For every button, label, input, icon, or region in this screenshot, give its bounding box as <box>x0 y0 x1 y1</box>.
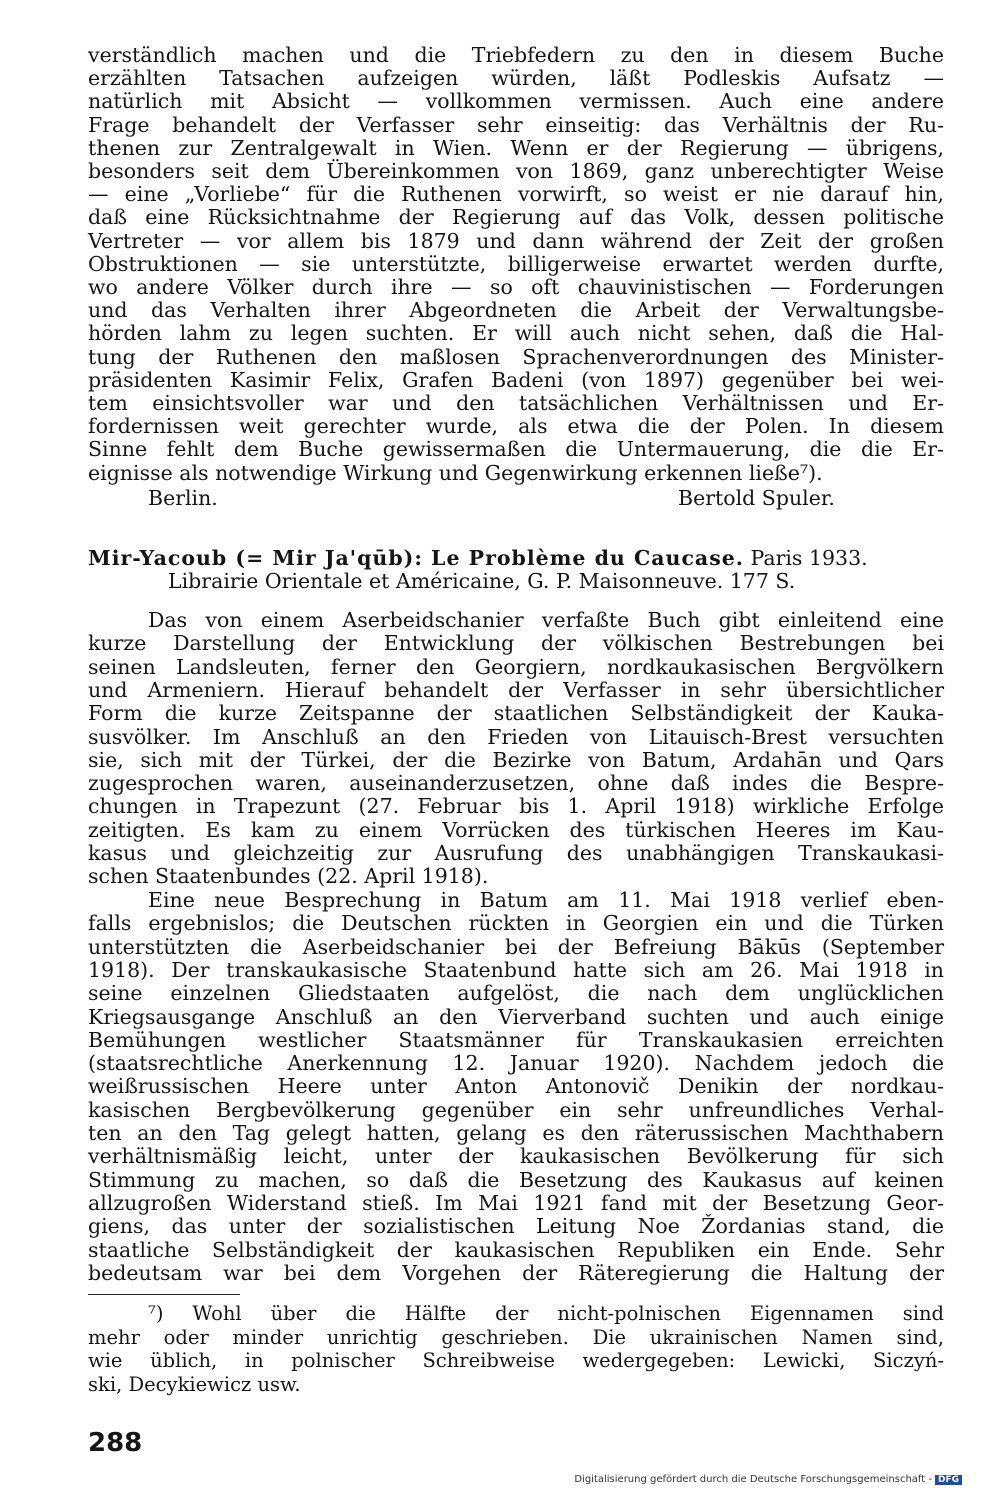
body-line: daß eine Rücksichtnahme der Regierung auf das Volk, dessen politische <box>88 205 944 230</box>
body-line: Vertreter — vor allem bis 1879 und dann während der Zeit der großen <box>88 228 944 253</box>
body-line: hörden lahm zu legen suchten. Er will auch nicht sehen, daß die Hal- <box>88 321 944 346</box>
body-line: falls ergebnislos; die Deutschen rückten in Georgien ein und die Türken <box>88 911 944 936</box>
footnote-line: mehr oder minder unrichtig geschrieben. Die ukrainischen Namen sind, <box>88 1325 944 1349</box>
body-line: Frage behandelt der Verfasser sehr einseitig: das Verhältnis der Ru- <box>88 112 944 137</box>
body-line: seinen Landsleuten, ferner den Georgiern, nordkaukasischen Bergvölkern <box>88 654 944 679</box>
body-line: eignisse als notwendige Wirkung und Gegenwirkung erkennen ließe⁷). <box>88 460 823 485</box>
body-line: Stimmung zu machen, so daß die Besetzung des Kaukasus auf keinen <box>88 1167 944 1192</box>
body-line: besonders seit dem Übereinkommen von 1869, ganz unberechtigter Weise <box>88 159 944 183</box>
body-line: Sinne fehlt dem Buche gewissermaßen die Untermauerung, die die Er- <box>88 437 944 462</box>
body-line: kasus und gleichzeitig zur Ausrufung des unabhängigen Transkaukasi- <box>88 841 944 865</box>
body-line: präsidenten Kasimir Felix, Grafen Badeni (von 1897) gegenüber bei wei- <box>88 367 944 392</box>
review-2-heading <box>88 547 944 570</box>
body-line: tung der Ruthenen den maßlosen Sprachenverordnungen des Minister- <box>88 344 944 369</box>
body-line: staatliche Selbständigkeit der kaukasischen Republiken ein Ende. Sehr <box>88 1237 944 1262</box>
review-2-heading-publisher: Librairie Orientale et Américaine, G. P. Maisonneuve. 177 S. <box>168 569 796 593</box>
body-line: sie, sich mit der Türkei, der die Bezirke von Batum, Ardahān und Qars <box>88 747 944 772</box>
footnote-line: ski, Decykiewicz usw. <box>88 1372 301 1396</box>
body-line: chungen in Trapezunt (27. Februar bis 1. April 1918) wirkliche Erfolge <box>88 794 944 819</box>
body-line: — eine „Vorliebe“ für die Ruthenen vorwirft, so weist er nie darauf hin, <box>88 182 944 207</box>
body-line: zeitigten. Es kam zu einem Vorrücken des türkischen Heeres im Kau- <box>88 817 944 842</box>
body-line: fordernissen weit gerechter wurde, als etwa die der Polen. In diesem <box>88 414 944 439</box>
body-line: susvölker. Im Anschluß an den Frieden von Litauisch-Brest versuchten <box>88 724 944 749</box>
review-1-place: Berlin. <box>148 486 218 510</box>
body-line: erzählten Tatsachen aufzeigen würden, läßt Podleskis Aufsatz — <box>88 66 944 91</box>
body-line: wo andere Völker durch ihre — so oft chauvinistischen — Forderungen <box>88 275 944 299</box>
body-line: ten an den Tag gelegt hatten, gelang es den räterussischen Machthabern <box>88 1121 944 1145</box>
dfg-logo: DFG <box>935 1475 962 1485</box>
body-line: und Armeniern. Hierauf behandelt der Verfasser in sehr übersichtlicher <box>88 677 944 702</box>
footnote-rule <box>88 1294 240 1295</box>
body-line: Obstruktionen — sie unterstützte, billigerweise erwartet werden durfte, <box>88 251 944 276</box>
body-line: thenen zur Zentralgewalt in Wien. Wenn er der Regierung — übrigens, <box>88 135 944 160</box>
body-line: 1918). Der transkaukasische Staatenbund hatte sich am 26. Mai 1918 in <box>88 957 944 982</box>
body-line: Eine neue Besprechung in Batum am 11. Mai 1918 verlief eben- <box>148 888 944 912</box>
body-line: allzugroßen Widerstand stieß. Im Mai 1921 fand mit der Besetzung Geor- <box>88 1190 944 1215</box>
body-line: (staatsrechtliche Anerkennung 12. Januar 1920). Nachdem jedoch die <box>88 1051 944 1076</box>
digitization-footer <box>574 1474 962 1485</box>
footnote-line: ⁷) Wohl über die Hälfte der nicht-polnischen Eigennamen sind <box>148 1302 944 1325</box>
body-line: bedeutsam war bei dem Vorgehen der Räteregierung die Haltung der <box>88 1260 944 1285</box>
body-line: Kriegsausgange Anschluß an den Vierverband suchten und auch einige <box>88 1004 944 1029</box>
body-line: giens, das unter der sozialistischen Leitung Noe Žordanias stand, die <box>88 1214 944 1239</box>
body-line: seine einzelnen Gliedstaaten aufgelöst, die nach dem unglücklichen <box>88 981 944 1006</box>
body-line: weißrussischen Heere unter Anton Antonovič Denikin der nordkau- <box>88 1074 944 1099</box>
body-line: kasischen Bergbevölkerung gegenüber ein sehr unfreundliches Verhal- <box>88 1097 944 1122</box>
review-2-heading-title: Mir-Yacoub (= Mir Ja'qūb): Le Problème du Caucase. <box>88 546 744 570</box>
footnote-line: wie üblich, in polnischer Schreibweise wedergegeben: Lewicki, Siczyń- <box>88 1349 944 1372</box>
body-line: und das Verhalten ihrer Abgeordneten die Arbeit der Verwaltungsbe- <box>88 298 944 323</box>
body-line: Das von einem Aserbeidschanier verfaßte Buch gibt einleitend eine <box>148 608 944 632</box>
body-line: verständlich machen und die Triebfedern zu den in diesem Buche <box>88 43 944 67</box>
body-line: zugesprochen waren, auseinanderzusetzen, ohne daß indes die Bespre- <box>88 771 944 796</box>
footer-text: Digitalisierung gefördert durch die Deutsche Forschungsgemeinschaft - <box>574 1474 932 1485</box>
body-line: verhältnismäßig leicht, unter der kaukasischen Bevölkerung für sich <box>88 1144 944 1169</box>
body-line: schen Staatenbundes (22. April 1918). <box>88 864 489 889</box>
body-line: natürlich mit Absicht — vollkommen vermissen. Auch eine andere <box>88 89 944 114</box>
body-line: unterstützten die Aserbeidschanier bei der Befreiung Bākūs (September <box>88 934 944 959</box>
review-2-heading-place-year: Paris 1933. <box>743 546 868 570</box>
review-1-reviewer: Bertold Spuler. <box>678 486 835 510</box>
body-line: Bemühungen westlicher Staatsmänner für Transkaukasien erreichten <box>88 1027 944 1052</box>
body-line: kurze Darstellung der Entwicklung der völkischen Bestrebungen bei <box>88 631 944 656</box>
page-number: 288 <box>88 1428 143 1458</box>
body-line: tem einsichtsvoller war und den tatsächlichen Verhältnissen und Er- <box>88 391 944 415</box>
body-line: Form die kurze Zeitspanne der staatlichen Selbständigkeit der Kauka- <box>88 701 944 726</box>
